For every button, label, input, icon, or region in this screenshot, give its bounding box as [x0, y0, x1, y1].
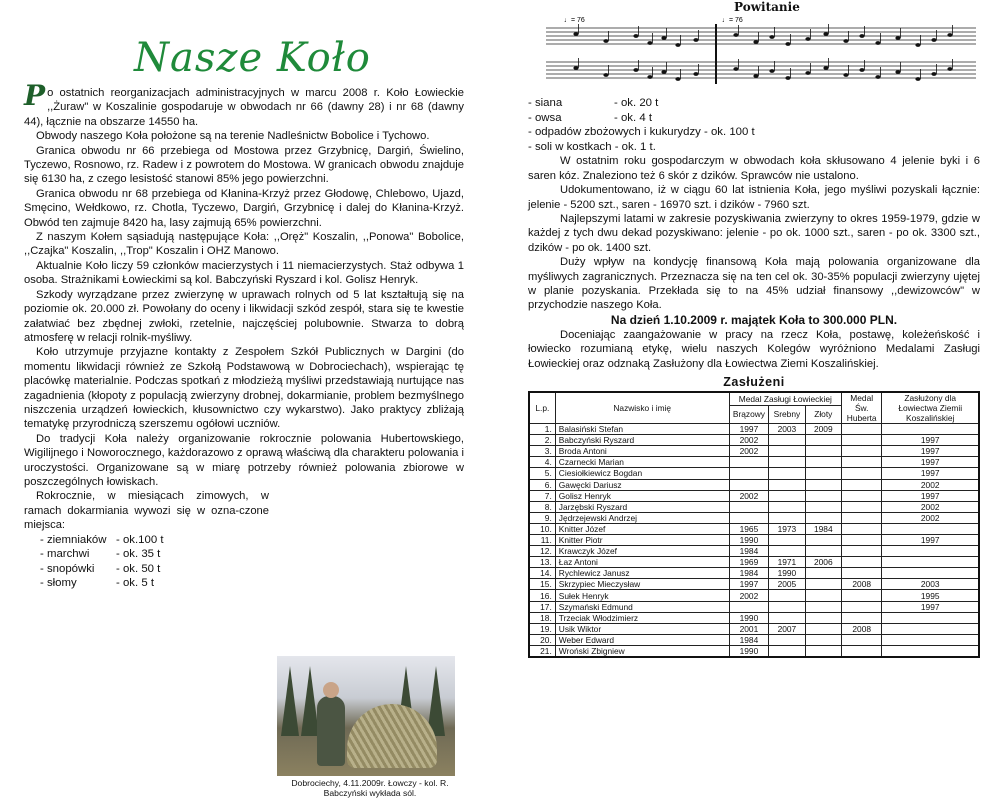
cell-lp: 3.: [529, 446, 555, 457]
table-row: [529, 479, 979, 490]
cell-name: Ciesiołkiewicz Bogdan: [555, 468, 729, 479]
cell-bronze: 1990: [729, 535, 769, 546]
cell-silver: [769, 601, 805, 612]
score-title: Powitanie: [734, 0, 800, 14]
feed-item-amount: - ok. 35 t: [116, 548, 161, 561]
hunter-head: [323, 682, 339, 698]
assets-statement: Na dzień 1.10.2009 r. majątek Koła to 300.000 PLN.: [610, 312, 898, 327]
cell-gold: [805, 634, 841, 645]
cell-lp: 16.: [529, 590, 555, 601]
right-paragraph-2: Udokumentowano, iż w ciągu 60 lat istnienia Koła, jego myśliwi pozyskali łącznie: jelenie - 5200 szt., saren - 16970 szt. i dzików - 7960 szt.: [528, 184, 980, 211]
cell-lp: 10.: [529, 523, 555, 534]
note-head: [915, 77, 920, 81]
cell-hubert: [841, 523, 881, 534]
cell-zasluzony: [882, 523, 979, 534]
cell-hubert: [841, 546, 881, 557]
cell-silver: [769, 634, 805, 645]
cell-lp: 1.: [529, 424, 555, 435]
note-head: [947, 67, 952, 71]
cell-bronze: 1997: [729, 579, 769, 590]
note-head: [843, 39, 848, 43]
cell-silver: [769, 479, 805, 490]
feed-item: [24, 547, 464, 562]
table-row: [529, 457, 979, 468]
note-head: [875, 75, 880, 79]
cell-silver: 1973: [769, 523, 805, 534]
cell-lp: 11.: [529, 535, 555, 546]
paragraph-10: Rokrocznie, w miesiącach zimowych, w ramach dokarmiania wywozi się w ozna-czone miejsca:: [24, 490, 269, 532]
note-head: [895, 70, 900, 74]
note-head: [915, 43, 920, 47]
cell-bronze: 2001: [729, 623, 769, 634]
cell-gold: 1984: [805, 523, 841, 534]
note-head: [647, 41, 652, 45]
tempo-mark-2: ♩= 76: [722, 17, 743, 24]
note-head: [859, 68, 864, 72]
cell-lp: 20.: [529, 634, 555, 645]
cell-hubert: [841, 479, 881, 490]
haystack-shape: [347, 704, 437, 768]
music-staff: [546, 10, 976, 92]
feed-item-amount: - ok.100 t: [116, 533, 164, 546]
cell-name: Gawęcki Dariusz: [555, 479, 729, 490]
cell-gold: [805, 435, 841, 446]
cell-hubert: [841, 535, 881, 546]
cell-zasluzony: 2003: [882, 579, 979, 590]
cell-name: Knitter Piotr: [555, 535, 729, 546]
feed-item-amount: - ok. 4 t: [614, 111, 652, 124]
cell-bronze: [729, 457, 769, 468]
cell-silver: 1971: [769, 557, 805, 568]
cell-hubert: 2008: [841, 623, 881, 634]
note-head: [733, 33, 738, 37]
cell-bronze: 1965: [729, 523, 769, 534]
cell-bronze: 1984: [729, 546, 769, 557]
cell-lp: 8.: [529, 501, 555, 512]
col-gold: Złoty: [805, 405, 841, 423]
cell-gold: [805, 468, 841, 479]
cell-zasluzony: 1997: [882, 435, 979, 446]
note-head: [785, 76, 790, 80]
note-head: [753, 40, 758, 44]
cell-lp: 4.: [529, 457, 555, 468]
feed-item-amount: - ok. 50 t: [116, 562, 161, 575]
cell-silver: [769, 490, 805, 501]
table-row: [529, 601, 979, 612]
cell-bronze: 1984: [729, 568, 769, 579]
paragraph-2: Obwody naszego Koła położone są na terenie Nadleśnictw Bobolice i Tychowo.: [36, 130, 430, 143]
cell-zasluzony: [882, 568, 979, 579]
table-row: [529, 512, 979, 523]
cell-hubert: [841, 435, 881, 446]
table-row: [529, 501, 979, 512]
cell-name: Czarnecki Marian: [555, 457, 729, 468]
awards-table: [528, 391, 980, 658]
cell-silver: 2005: [769, 579, 805, 590]
cell-name: Szymański Edmund: [555, 601, 729, 612]
table-row: [529, 523, 979, 534]
cell-lp: 6.: [529, 479, 555, 490]
paragraph-9: Do tradycji Koła należy organizowanie rokrocznie polowania Hubertowskiego, Wigilijnego i Noworocznego, każdorazowo z oprawą właściwą dla charakteru polowania i uroczystości. Organizowane są w miarę potrzeby również polowania zbiorowe w poszczególnych łowiskach.: [24, 432, 464, 488]
note-head: [693, 38, 698, 42]
tempo-mark-1: ♩= 76: [564, 17, 585, 24]
cell-name: Jarzębski Ryszard: [555, 501, 729, 512]
cell-zasluzony: [882, 623, 979, 634]
feed-item: [528, 96, 980, 111]
note-head: [769, 69, 774, 73]
paragraph-7: Szkody wyrządzane przez zwierzynę w uprawach rolnych od 5 lat kształtują się na poziomie ok. 20.000 zł. Powołany do oceny i likwidacji szkód zespół, stara się te kwestie załatwiać bez zbędnej zwłoki, rzetelnie, najczęściej polubownie. Stwarza to dobrą atmosferę w relacji rolnik-myśliwy.: [24, 288, 464, 344]
cell-bronze: 1997: [729, 424, 769, 435]
col-hubert: Medal Św. Huberta: [841, 392, 881, 424]
cell-gold: [805, 535, 841, 546]
cell-hubert: 2008: [841, 579, 881, 590]
feed-item: [24, 533, 464, 548]
note-head: [875, 41, 880, 45]
cell-zasluzony: 1997: [882, 446, 979, 457]
note-head: [859, 34, 864, 38]
cell-lp: 19.: [529, 623, 555, 634]
cell-gold: [805, 446, 841, 457]
note-head: [931, 38, 936, 42]
cell-hubert: [841, 568, 881, 579]
cell-name: Golisz Henryk: [555, 490, 729, 501]
cell-hubert: [841, 601, 881, 612]
cell-bronze: [729, 512, 769, 523]
paragraph-8: Koło utrzymuje przyjazne kontakty z Zespołem Szkół Publicznych w Dargini (do momentu likwidacji również ze Szkołą Podstawową w Dobrociechach), wspierając tę placówkę materialnie. Podczas spotkań z młodzieżą myśliwi przedstawiają nurtujące nas zagadnienia (kłopoty z populacją zwierzyny drobnej, dokarmianie, problem bezmyślnego niszczenia urządzeń łowieckich, kłusownictwo czy wykarstwo). Jako praktycy zbliżają tematykę przyrodniczą szerszemu ogółowi uczniów.: [24, 346, 464, 431]
cell-gold: [805, 579, 841, 590]
cell-gold: [805, 623, 841, 634]
paragraph-6: Aktualnie Koło liczy 59 członków macierzystych i 11 niemacierzystych. Staż odbywa 1 osoba. Strażnikami Łowieckimi są kol. Babczyński Ryszard i kol. Golisz Henryk.: [24, 259, 464, 287]
cell-silver: [769, 590, 805, 601]
right-column: [528, 0, 980, 658]
cell-bronze: [729, 501, 769, 512]
table-row: [529, 612, 979, 623]
cell-hubert: [841, 490, 881, 501]
feed-item-amount: - ok. 20 t: [614, 97, 659, 109]
cell-hubert: [841, 457, 881, 468]
cell-zasluzony: [882, 557, 979, 568]
paragraph-4: Granica obwodu nr 68 przebiega od Kłanina-Krzyż przez Głodowę, Chlebowo, Ujazd, Smęcino, Wełdkowo, rz. Chotla, Tyczewo, Dargiń, Grzybnicę i dalej do Kłanina-Krzyż. Obwód ten zajmuje 8420 ha, lasy zajmują 65% powierzchni.: [24, 187, 464, 229]
feed-item-amount: - ok. 5 t: [116, 577, 154, 590]
cell-gold: [805, 479, 841, 490]
paragraph-1-text: o ostatnich reorganizacjach administracyjnych w marcu 2008 r. Koło Łowieckie ,,Żuraw" w Koszalinie gospodaruje w obwodach nr 66 (dawny 28) i nr 68 (dawny 44), łącznie na obszarze 14550 ha.: [24, 87, 464, 128]
note-head: [675, 77, 680, 81]
note-head: [661, 70, 666, 74]
note-head: [895, 36, 900, 40]
cell-silver: [769, 512, 805, 523]
drop-cap: P: [24, 79, 46, 112]
cell-zasluzony: [882, 634, 979, 645]
cell-gold: [805, 490, 841, 501]
cell-silver: [769, 535, 805, 546]
table-row: [529, 568, 979, 579]
cell-lp: 15.: [529, 579, 555, 590]
note-head: [733, 67, 738, 71]
cell-name: Usik Wiktor: [555, 623, 729, 634]
cell-hubert: [841, 557, 881, 568]
cell-name: Łaz Antoni: [555, 557, 729, 568]
note-head: [573, 32, 578, 36]
right-paragraph-3: Najlepszymi latami w zakresie pozyskiwania zwierzyny to okres 1959-1979, gdzie w każdej z tych dwu dekad pozyskiwano: jelenie - po ok. 1000 szt., saren - po ok. 3300 szt., dzików - po ok. 1400 szt.: [528, 213, 980, 254]
feed-item-name: - siana: [528, 97, 563, 109]
feed-list-left: [24, 533, 464, 591]
table-row: [529, 535, 979, 546]
cell-name: Babczyński Ryszard: [555, 435, 729, 446]
note-head: [603, 39, 608, 43]
photo-caption: Dobrociechy, 4.11.2009r. Łowczy - kol. R. Babczyński wykłada sól.: [291, 778, 449, 798]
cell-silver: [769, 468, 805, 479]
feed-item: [528, 111, 980, 126]
cell-name: Sułek Henryk: [555, 590, 729, 601]
cell-name: Trzeciak Włodzimierz: [555, 612, 729, 623]
note-head: [823, 66, 828, 70]
hunter-figure: [317, 696, 345, 766]
awards-table-title: Zasłużeni: [723, 375, 785, 390]
note-head: [823, 32, 828, 36]
right-paragraph-1: W ostatnim roku gospodarczym w obwodach koła skłusowano 4 jelenie byki i 6 saren kóz. Znaleziono też 6 skór z dzików. Sprawców nie ustalono.: [528, 155, 980, 182]
col-bronze: Brązowy: [729, 405, 769, 423]
cell-hubert: [841, 446, 881, 457]
cell-bronze: [729, 601, 769, 612]
table-row: [529, 424, 979, 435]
note-head: [603, 73, 608, 77]
note-head: [931, 72, 936, 76]
cell-lp: 5.: [529, 468, 555, 479]
cell-name: Rychlewicz Janusz: [555, 568, 729, 579]
cell-bronze: 2002: [729, 435, 769, 446]
feed-item: [24, 562, 464, 577]
hunter-photo: [277, 656, 455, 776]
note-head: [947, 33, 952, 37]
cell-lp: 9.: [529, 512, 555, 523]
note-head: [647, 75, 652, 79]
cell-hubert: [841, 590, 881, 601]
note-head: [805, 37, 810, 41]
cell-lp: 13.: [529, 557, 555, 568]
paragraph-5: Z naszym Kołem sąsiadują następujące Koła: ,,Oręż" Koszalin, ,,Ponowa" Bobolice, ,,Czajka" Koszalin, ,,Trop" Koszalin i OHZ Manowo.: [24, 231, 464, 258]
cell-silver: [769, 446, 805, 457]
feed-item-name: - marchwi: [40, 548, 90, 561]
note-head: [805, 71, 810, 75]
table-row: [529, 468, 979, 479]
cell-silver: 2003: [769, 424, 805, 435]
note-head: [693, 72, 698, 76]
cell-gold: [805, 601, 841, 612]
cell-silver: 1990: [769, 568, 805, 579]
cell-gold: [805, 512, 841, 523]
cell-zasluzony: [882, 424, 979, 435]
cell-gold: [805, 590, 841, 601]
feed-item: [24, 576, 464, 591]
cell-lp: 2.: [529, 435, 555, 446]
cell-bronze: [729, 479, 769, 490]
cell-hubert: [841, 501, 881, 512]
note-head: [661, 36, 666, 40]
cell-silver: [769, 645, 805, 657]
cell-bronze: 2002: [729, 446, 769, 457]
note-head: [753, 74, 758, 78]
col-silver: Srebny: [769, 405, 805, 423]
cell-name: Skrzypiec Mieczysław: [555, 579, 729, 590]
cell-zasluzony: 1997: [882, 601, 979, 612]
table-row: [529, 634, 979, 645]
cell-zasluzony: 1997: [882, 535, 979, 546]
cell-zasluzony: 1997: [882, 468, 979, 479]
cell-bronze: [729, 468, 769, 479]
cell-silver: [769, 501, 805, 512]
cell-silver: [769, 612, 805, 623]
cell-zasluzony: [882, 612, 979, 623]
cell-zasluzony: 2002: [882, 512, 979, 523]
cell-name: Balasiński Stefan: [555, 424, 729, 435]
cell-zasluzony: 1995: [882, 590, 979, 601]
cell-silver: 2007: [769, 623, 805, 634]
tree-shape: [281, 666, 299, 736]
cell-gold: [805, 501, 841, 512]
right-paragraph-5: Doceniając zaangażowanie w pracy na rzecz Koła, postawę, koleżeńskość i łowiecko rozumianą etykę, wielu naszych Kolegów wyróżniono Medalami Zasługi Łowieckiej oraz odznaką Zasłużony dla Łowiectwa Ziemi Koszalińskiej.: [528, 328, 980, 370]
feed-list-right: [528, 96, 980, 125]
feed-extra-1: - odpadów zbożowych i kukurydzy - ok. 100 t: [528, 126, 755, 139]
cell-lp: 18.: [529, 612, 555, 623]
note-head: [675, 43, 680, 47]
cell-name: Knitter Józef: [555, 523, 729, 534]
cell-hubert: [841, 424, 881, 435]
cell-zasluzony: 2002: [882, 501, 979, 512]
table-row: [529, 579, 979, 590]
cell-gold: 2009: [805, 424, 841, 435]
feed-extra-2: - soli w kostkach - ok. 1 t.: [528, 140, 656, 153]
cell-bronze: 2002: [729, 490, 769, 501]
table-row: [529, 435, 979, 446]
cell-gold: [805, 568, 841, 579]
cell-lp: 21.: [529, 645, 555, 657]
col-zasluzony: Zasłużony dla Łowiectwa Ziemii Koszalińskiej: [882, 392, 979, 424]
cell-zasluzony: [882, 546, 979, 557]
note-head: [633, 68, 638, 72]
page-title: Nasze Koło: [134, 35, 371, 81]
photo-block: [277, 656, 463, 798]
table-row: [529, 645, 979, 657]
cell-name: Jędrzejewski Andrzej: [555, 512, 729, 523]
right-paragraph-4: Duży wpływ na kondycję finansową Koła mają polowania organizowane dla myśliwych zagranicznych. Przeznacza się na ten cel ok. 30-35% populacji zwierzyny ujętej w planie pozyskania. Przekłada się to na 45% udział finansowy ,,dewizowców" w przychodzie naszego Koła.: [528, 256, 980, 312]
note-head: [573, 66, 578, 70]
col-medal-group: Medal Zasługi Łowieckiej: [729, 392, 841, 405]
cell-hubert: [841, 634, 881, 645]
col-lp: L.p.: [529, 392, 555, 424]
left-column: [24, 30, 464, 591]
cell-name: Weber Edward: [555, 634, 729, 645]
note-head: [785, 42, 790, 46]
paragraph-3: Granica obwodu nr 66 przebiega od Mostowa przez Grzybnicę, Dargiń, Świelino, Tyczewo, Rosnowo, rz. Radew i z powrotem do Mostowa. W granicach obwodu znajduje się 6130 ha, z czego lesistość stanowi 85% jego powierzchni.: [24, 144, 464, 186]
cell-gold: [805, 645, 841, 657]
cell-lp: 12.: [529, 546, 555, 557]
table-row: [529, 623, 979, 634]
table-row: [529, 557, 979, 568]
table-row: [529, 490, 979, 501]
col-name: Nazwisko i imię: [555, 392, 729, 424]
feed-item-name: - owsa: [528, 111, 562, 124]
cell-bronze: 1990: [729, 612, 769, 623]
cell-bronze: 1969: [729, 557, 769, 568]
cell-silver: [769, 546, 805, 557]
cell-bronze: 1984: [729, 634, 769, 645]
table-row: [529, 546, 979, 557]
paragraph-1: [24, 79, 464, 129]
cell-lp: 14.: [529, 568, 555, 579]
cell-hubert: [841, 612, 881, 623]
cell-lp: 17.: [529, 601, 555, 612]
cell-hubert: [841, 645, 881, 657]
cell-hubert: [841, 512, 881, 523]
cell-silver: [769, 435, 805, 446]
note-head: [633, 34, 638, 38]
cell-lp: 7.: [529, 490, 555, 501]
cell-zasluzony: 1997: [882, 457, 979, 468]
cell-zasluzony: 1997: [882, 490, 979, 501]
cell-zasluzony: 2002: [882, 479, 979, 490]
cell-hubert: [841, 468, 881, 479]
feed-item-name: - snopówki: [40, 562, 95, 575]
table-row: [529, 590, 979, 601]
music-score: [528, 0, 980, 96]
cell-silver: [769, 457, 805, 468]
cell-gold: [805, 546, 841, 557]
feed-item-name: - ziemniaków: [40, 533, 107, 546]
feed-item-name: - słomy: [40, 577, 77, 590]
cell-bronze: 1990: [729, 645, 769, 657]
note-head: [769, 35, 774, 39]
cell-bronze: 2002: [729, 590, 769, 601]
cell-zasluzony: [882, 645, 979, 657]
cell-gold: 2006: [805, 557, 841, 568]
cell-name: Krawczyk Józef: [555, 546, 729, 557]
cell-name: Wroński Zbigniew: [555, 645, 729, 657]
note-head: [843, 73, 848, 77]
table-row: [529, 446, 979, 457]
cell-name: Broda Antoni: [555, 446, 729, 457]
cell-gold: [805, 612, 841, 623]
cell-gold: [805, 457, 841, 468]
